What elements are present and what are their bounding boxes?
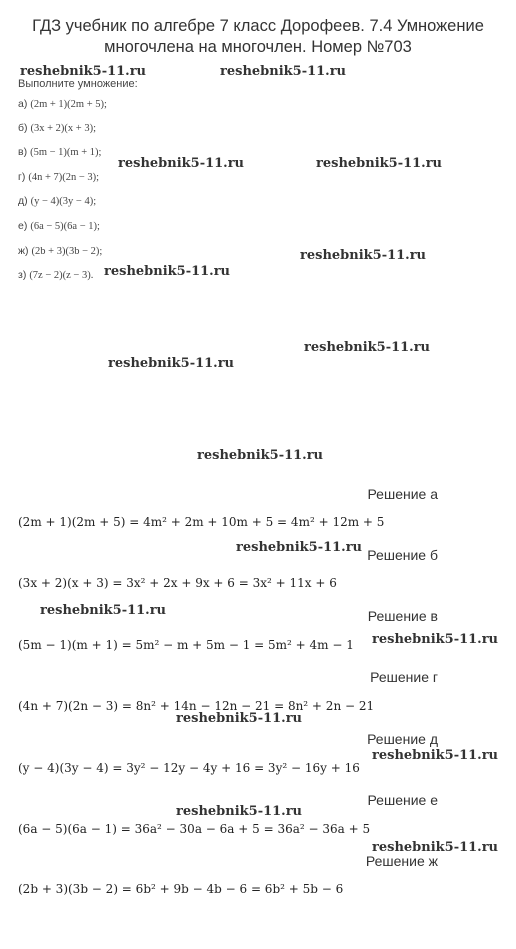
task-item: [18, 269, 93, 281]
watermark: reshebnik5-11.ru: [372, 748, 499, 763]
page-title-line-2: многочлена на многочлен. Номер №703: [104, 38, 412, 56]
solution-heading-g: Решение г: [370, 669, 438, 685]
watermark: reshebnik5-11.ru: [236, 540, 363, 555]
page-title-line-1: ГДЗ учебник по алгебре 7 класс Дорофеев. 7.4 Умножение: [32, 17, 484, 35]
solution-equation-e: (6a − 5)(6a − 1) = 36a² − 30a − 6a + 5 = 36a² − 36a + 5: [18, 822, 371, 836]
task-expression: (y − 4)(3y − 4);: [30, 196, 97, 207]
task-label: г): [18, 171, 26, 183]
watermark: reshebnik5-11.ru: [300, 248, 427, 263]
solution-heading-v: Решение в: [367, 608, 438, 624]
task-expression: (7z − 2)(z − 3).: [29, 270, 94, 281]
solution-equation-g: (4n + 7)(2n − 3) = 8n² + 14n − 12n − 21 = 8n² + 2n − 21: [18, 699, 375, 713]
solution-equation-a: (2m + 1)(2m + 5) = 4m² + 2m + 10m + 5 = 4m² + 12m + 5: [18, 515, 385, 529]
page-title: [0, 16, 516, 58]
task-intro: Выполните умножение:: [18, 78, 138, 90]
watermark: reshebnik5-11.ru: [316, 156, 443, 171]
watermark: reshebnik5-11.ru: [176, 711, 303, 726]
solution-heading-zh: Решение ж: [365, 853, 438, 869]
task-item: [18, 122, 96, 134]
solution-heading-b: Решение б: [367, 547, 438, 563]
watermark: reshebnik5-11.ru: [304, 340, 431, 355]
task-item: [18, 220, 100, 232]
solution-heading-a: Решение а: [367, 486, 438, 502]
task-label: а): [18, 98, 28, 110]
task-label: е): [18, 220, 28, 232]
task-label: ж): [18, 245, 29, 257]
watermark: reshebnik5-11.ru: [104, 264, 231, 279]
solution-heading-e: Решение е: [367, 792, 438, 808]
watermark: reshebnik5-11.ru: [197, 448, 324, 463]
watermark: reshebnik5-11.ru: [372, 632, 499, 647]
task-item: [18, 195, 96, 207]
task-item: [18, 146, 101, 158]
task-label: з): [18, 269, 27, 281]
watermark: reshebnik5-11.ru: [220, 64, 347, 79]
task-expression: (4n + 7)(2n − 3);: [28, 172, 100, 183]
task-item: [18, 171, 99, 183]
solution-equation-zh: (2b + 3)(3b − 2) = 6b² + 9b − 4b − 6 = 6b² + 5b − 6: [18, 882, 344, 896]
task-label: в): [18, 146, 28, 158]
task-expression: (6a − 5)(6a − 1);: [30, 221, 100, 232]
watermark: reshebnik5-11.ru: [40, 603, 167, 618]
watermark: reshebnik5-11.ru: [372, 840, 499, 855]
task-label: б): [18, 122, 28, 134]
task-expression: (2b + 3)(3b − 2);: [31, 246, 103, 257]
solution-equation-d: (y − 4)(3y − 4) = 3y² − 12y − 4y + 16 = 3y² − 16y + 16: [18, 761, 360, 775]
watermark: reshebnik5-11.ru: [20, 64, 147, 79]
solution-equation-b: (3x + 2)(x + 3) = 3x² + 2x + 9x + 6 = 3x² + 11x + 6: [18, 576, 337, 590]
watermark: reshebnik5-11.ru: [176, 804, 303, 819]
watermark: reshebnik5-11.ru: [108, 356, 235, 371]
solution-equation-v: (5m − 1)(m + 1) = 5m² − m + 5m − 1 = 5m² + 4m − 1: [18, 638, 354, 652]
solution-heading-d: Решение д: [367, 731, 438, 747]
task-item: [18, 245, 102, 257]
task-expression: (2m + 1)(2m + 5);: [30, 99, 107, 110]
task-item: [18, 98, 107, 110]
task-label: д): [18, 195, 28, 207]
task-expression: (3x + 2)(x + 3);: [30, 123, 97, 134]
watermark: reshebnik5-11.ru: [118, 156, 245, 171]
task-expression: (5m − 1)(m + 1);: [30, 147, 102, 158]
